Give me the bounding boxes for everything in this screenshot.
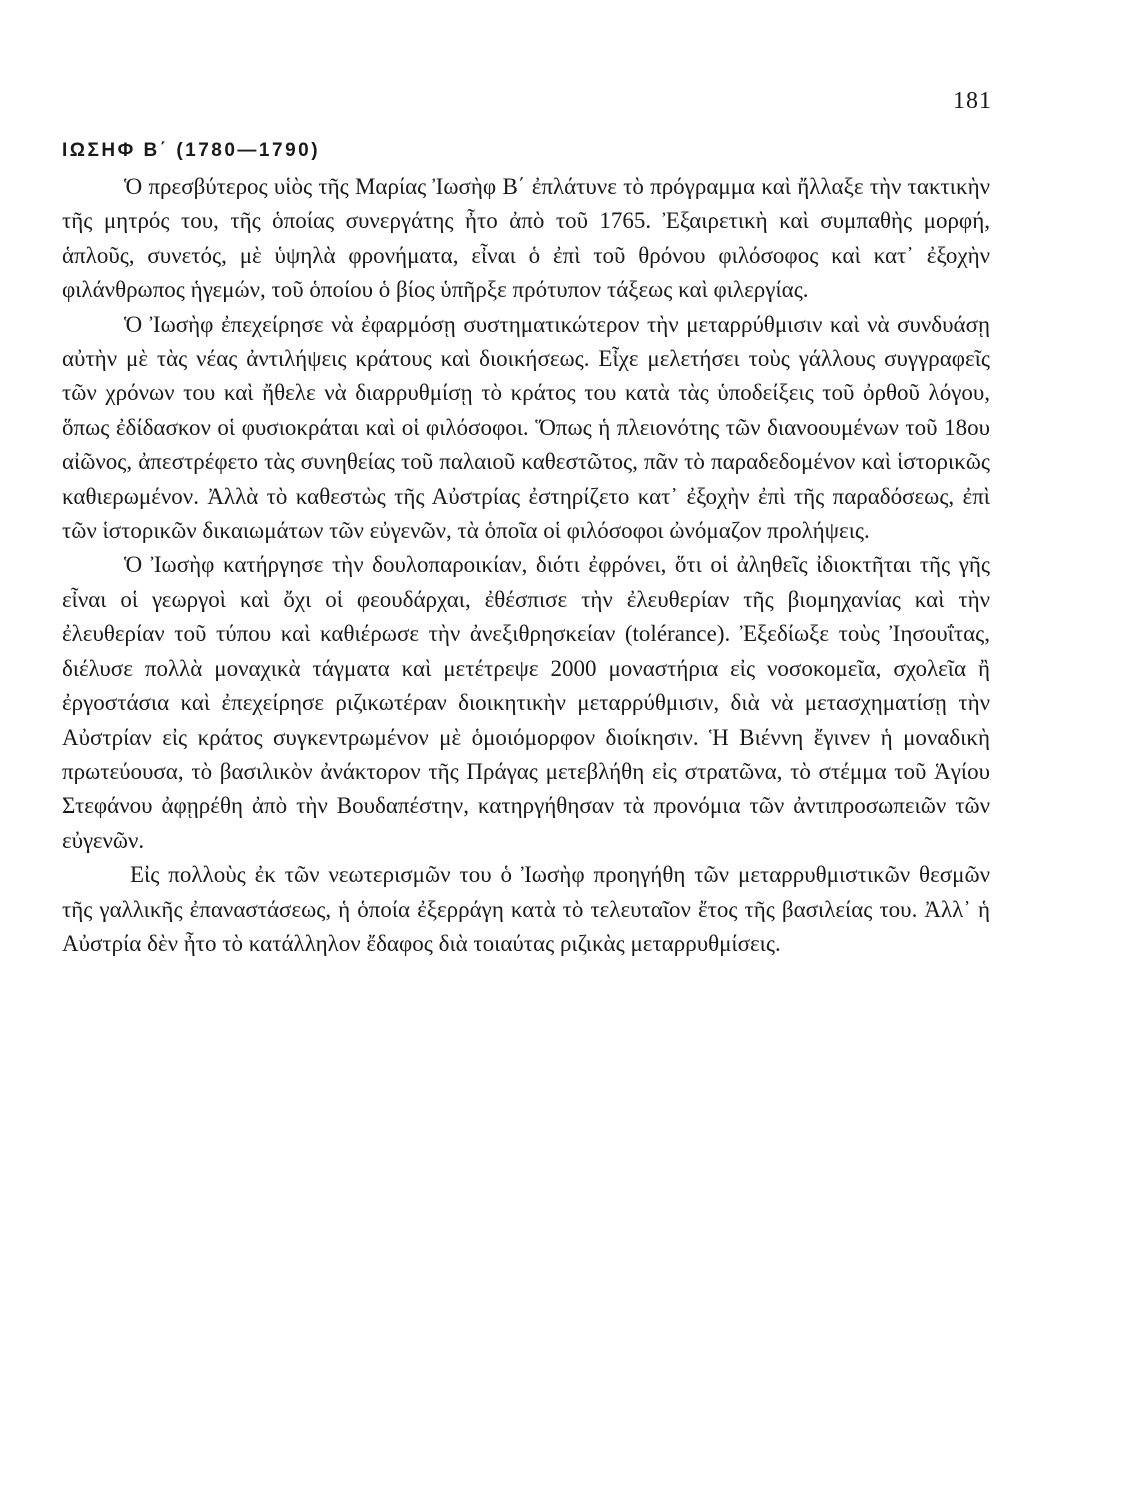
paragraph-4: Εἰς πολλοὺς ἐκ τῶν νεωτερισμῶν του ὁ Ἰωσὴφ προηγήθη τῶν μεταρρυθμιστικῶν θεσμῶν τῆς γαλλικῆς ἐπαναστάσεως, ἡ ὁποία ἐξερράγη κατὰ τὸ τελευταῖον ἔτος τῆς βασιλείας του. Ἀλλ᾽ ἡ Αὐστρία δὲν ἦτο τὸ κατάλληλον ἔδαφος διὰ τοιαύτας ριζικὰς μεταρρυθμίσεις. <box>62 862 990 956</box>
running-head: ΙΩΣΗΦ Β΄ (1780—1790) <box>62 140 321 161</box>
page-number: 181 <box>953 88 992 114</box>
paragraph-2: Ὁ Ἰωσὴφ ἐπεχείρησε νὰ ἐφαρμόσῃ συστηματικώτερον τὴν μεταρρύθμισιν καὶ νὰ συνδυάσῃ αὐτὴν μὲ τὰς νέας ἀντιλήψεις κράτους καὶ διοικήσεως. Εἶχε μελετήσει τοὺς γάλλους συγγραφεῖς τῶν χρόνων του καὶ ἤθελε νὰ διαρρυθμίσῃ τὸ κράτος του κατὰ τὰς ὑποδείξεις τοῦ ὀρθοῦ λόγου, ὅπως ἐδίδασκον οἱ φυσιοκράται καὶ οἱ φιλόσοφοι. Ὅπως ἡ πλειονότης τῶν διανοουμένων τοῦ 18ου αἰῶνος, ἀπεστρέφετο τὰς συνηθείας τοῦ παλαιοῦ καθεστῶτος, πᾶν τὸ παραδεδομένον καὶ ἱστορικῶς καθιερωμένον. Ἀλλὰ τὸ καθεστὼς τῆς Αὐστρίας ἐστηρίζετο κατ᾽ ἐξοχὴν ἐπὶ τῆς παραδόσεως, ἐπὶ τῶν ἱστορικῶν δικαιωμάτων τῶν εὐγενῶν, τὰ ὁποῖα οἱ φιλόσοφοι ὠνόμαζον προλήψεις. <box>62 311 990 544</box>
paragraph-3: Ὁ Ἰωσὴφ κατήργησε τὴν δουλοπαροικίαν, διότι ἐφρόνει, ὅτι οἱ ἀληθεῖς ἰδιοκτῆται τῆς γῆς εἶναι οἱ γεωργοὶ καὶ ὄχι οἱ φεουδάρχαι, ἐθέσπισε τὴν ἐλευθερίαν τῆς βιομηχανίας καὶ τὴν ἐλευθερίαν τοῦ τύπου καὶ καθιέρωσε τὴν ἀνεξιθρησκείαν (tolérance). Ἐξεδίωξε τοὺς Ἰησουΐτας, διέλυσε πολλὰ μοναχικὰ τάγματα καὶ μετέτρεψε 2000 μοναστήρια εἰς νοσοκομεῖα, σχολεῖα ἢ ἐργοστάσια καὶ ἐπεχείρησε ριζικωτέραν διοικητικὴν μεταρρύθμισιν, διὰ νὰ μετασχηματίσῃ τὴν Αὐστρίαν εἰς κράτος συγκεντρωμένον μὲ ὁμοιόμορφον διοίκησιν. Ἡ Βιέννη ἔγινεν ἡ μοναδικὴ πρωτεύουσα, τὸ βασιλικὸν ἀνάκτορον τῆς Πράγας μετεβλήθη εἰς στρατῶνα, τὸ στέμμα τοῦ Ἁγίου Στεφάνου ἀφῃρέθη ἀπὸ τὴν Βουδαπέστην, κατηργήθησαν τὰ προνόμια τῶν ἀντιπροσωπειῶν τῶν εὐγενῶν. <box>62 552 990 853</box>
paragraph-1: Ὁ πρεσβύτερος υἱὸς τῆς Μαρίας Ἰωσὴφ Β΄ ἐπλάτυνε τὸ πρόγραμμα καὶ ἤλλαξε τὴν τακτικὴν τῆς μητρός του, τῆς ὁποίας συνεργάτης ἦτο ἀπὸ τοῦ 1765. Ἐξαιρετικὴ καὶ συμπαθὴς μορφή, ἁπλοῦς, συνετός, μὲ ὑψηλὰ φρονήματα, εἶναι ὁ ἐπὶ τοῦ θρόνου φιλόσοφος καὶ κατ᾽ ἐξοχὴν φιλάνθρωπος ἡγεμών, τοῦ ὁποίου ὁ βίος ὑπῆρξε πρότυπον τάξεως καὶ φιλεργίας. <box>62 174 990 303</box>
body-text <box>62 170 990 961</box>
